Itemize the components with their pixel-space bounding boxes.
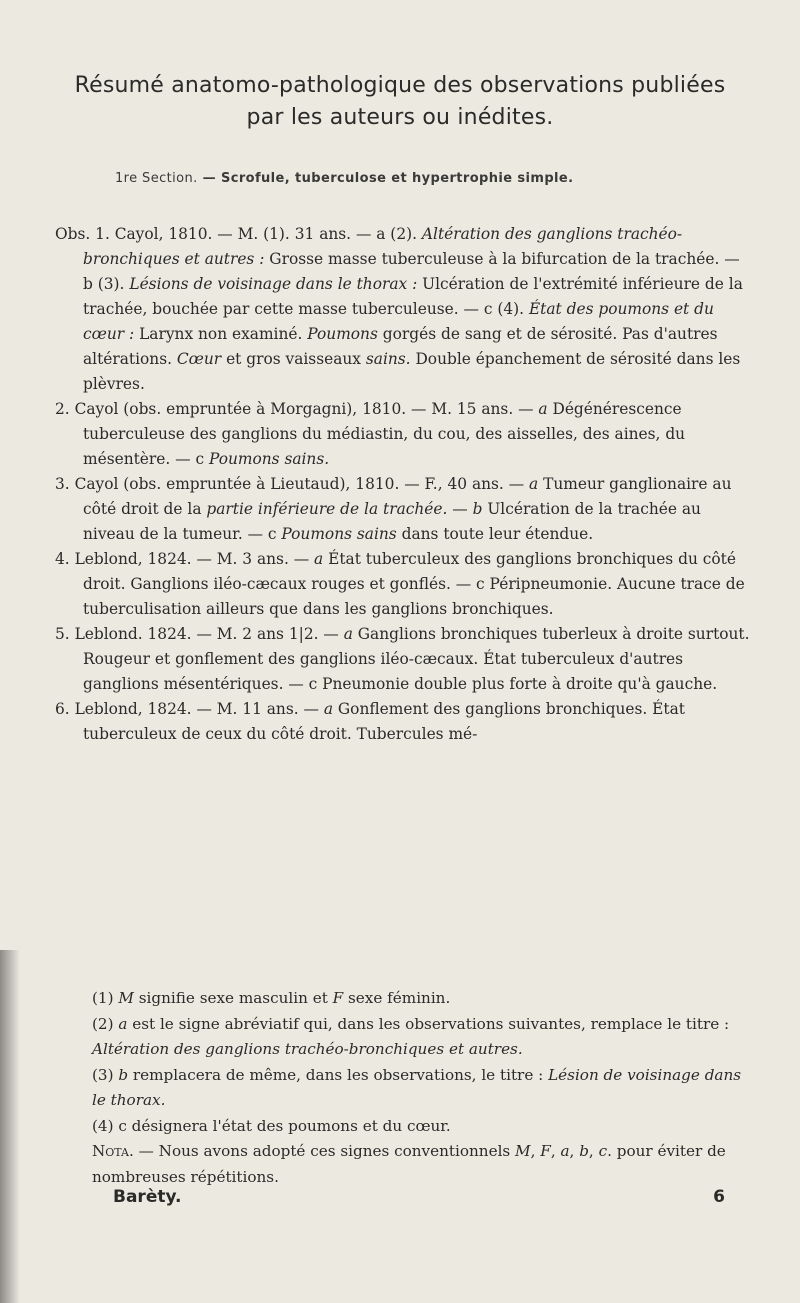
obs-1-sains: sains. (365, 350, 411, 368)
observation-4 (55, 547, 750, 622)
fn-1-m: M (118, 989, 134, 1007)
fn-1-marker: (1) (92, 989, 119, 1007)
fn-1-f: F (332, 989, 344, 1007)
obs-4-text: État tuberculeux des ganglions bronchiques du côté droit. Ganglions iléo-cæcaux rouges et gonflés. — c Péripneumonie. Aucune trace de tuberculisation ailleurs que dans les ganglions bronchiques. (83, 550, 745, 618)
footnotes (92, 986, 758, 1190)
title-line-1: Résumé anatomo-pathologique des observations publiées (74, 73, 726, 98)
observation-6 (55, 697, 750, 747)
nota-f: F (540, 1142, 551, 1160)
obs-1-b-text: Ulcération de l'extrémité inférieure de la trachée, bouchée par cette masse tuberculeuse. — c (4). (83, 275, 743, 318)
section-number: 1re Section. (115, 171, 198, 186)
nota-c: c (598, 1142, 608, 1160)
obs-3-head: 3. Cayol (obs. empruntée à Lieutaud), 1810. — F., 40 ans. — (55, 475, 530, 493)
obs-2-italic: Poumons sains. (208, 450, 330, 468)
obs-6-text: Gonflement des ganglions bronchiques. État tuberculeux de ceux du côté droit. Tubercules mé- (83, 700, 685, 743)
fn-2-text: est le signe abréviatif qui, dans les observations suivantes, remplace le titre : (127, 1014, 730, 1033)
nota-text: — Nous avons adopté ces signes conventionnels (133, 1142, 516, 1160)
nota-sep-2: , (550, 1142, 561, 1160)
observation-2 (55, 397, 750, 472)
obs-1-poumons: Poumons (307, 325, 378, 343)
obs-3-b: b (472, 500, 483, 518)
fn-1-text: signifie sexe masculin et (133, 989, 333, 1007)
obs-4-head: 4. Leblond, 1824. — M. 3 ans. — (55, 550, 315, 568)
obs-1-coeur: Cœur (176, 350, 222, 368)
obs-1-c-text-4: Double épanchement de sérosité dans les plèvres. (83, 350, 741, 393)
obs-3-text-3: Ulcération de la trachée au niveau de la tumeur. — c (83, 500, 701, 543)
fn-3-marker: (3) (92, 1065, 119, 1084)
nota-end: . pour éviter de nombreuses répétitions. (92, 1142, 726, 1186)
obs-3-text-2: — (447, 500, 473, 518)
obs-3-italic: partie inférieure de la trachée. (206, 500, 448, 518)
obs-3-italic-2: Poumons sains (281, 525, 397, 543)
nota-b: b (579, 1142, 589, 1160)
section-title: — Scrofule, tuberculose et hypertrophie simple. (197, 171, 574, 186)
fn-3-b: b (118, 1065, 129, 1084)
obs-4-a: a (314, 550, 324, 568)
nota (92, 1139, 758, 1190)
obs-1-c-text-2: gorgés de sang et de sérosité. Pas d'autres altérations. (83, 325, 718, 368)
footnote-1 (92, 986, 758, 1012)
fn-3-italic: Lésion de voisinage dans le thorax. (92, 1065, 742, 1109)
footnote-2 (92, 1012, 758, 1063)
fn-1-end: sexe féminin. (343, 989, 451, 1007)
footnote-3 (92, 1063, 758, 1114)
page-number: 6 (713, 1187, 725, 1207)
fn-2-marker: (2) (92, 1014, 119, 1033)
fn-3-text: remplacera de même, dans les observations, le titre : (128, 1065, 549, 1084)
obs-5-head: 5. Leblond. 1824. — M. 2 ans 1|2. — (55, 625, 344, 643)
nota-sep-3: , (569, 1142, 580, 1160)
nota-label: Nota. (92, 1142, 134, 1160)
obs-1-c-text: Larynx non examiné. (134, 325, 308, 343)
nota-sep-1: , (530, 1142, 541, 1160)
page-title (60, 70, 740, 134)
obs-6-head: 6. Leblond, 1824. — M. 11 ans. — (55, 700, 324, 718)
obs-1-c-text-3: et gros vaisseaux (221, 350, 366, 368)
obs-2-head: 2. Cayol (obs. empruntée à Morgagni), 1810. — M. 15 ans. — (55, 400, 539, 418)
obs-2-text: Dégénérescence tuberculeuse des ganglions du médiastin, du cou, des aisselles, des aines, du mésentère. — c (83, 400, 686, 468)
observation-5 (55, 622, 750, 697)
fn-2-a: a (118, 1014, 128, 1033)
obs-5-a: a (343, 625, 353, 643)
obs-1-b-title: Lésions de voisinage dans le thorax : (129, 275, 418, 293)
obs-1-c-title: État des poumons et du cœur : (83, 300, 714, 343)
obs-3-a: a (529, 475, 539, 493)
obs-3-text: Tumeur ganglionaire au côté droit de la (83, 475, 732, 518)
nota-m: M (515, 1142, 531, 1160)
obs-5-text: Ganglions bronchiques tuberleux à droite surtout. Rougeur et gonflement des ganglions iléo-cæcaux. État tuberculeux d'autres ganglions mésentériques. — c Pneumonie double plus forte à droite qu'à gauche. (83, 625, 750, 693)
obs-1-head: Obs. 1. Cayol, 1810. — M. (1). 31 ans. — a (2). (55, 225, 422, 243)
obs-6-a: a (323, 700, 333, 718)
obs-1-a-text: Grosse masse tuberculeuse à la bifurcation de la trachée. — b (3). (83, 250, 740, 293)
fn-2-italic: Altération des ganglions trachéo-bronchiques et autres. (92, 1040, 523, 1058)
title-line-2: par les auteurs ou inédites. (246, 105, 554, 130)
obs-2-a: a (538, 400, 548, 418)
page-edge-shadow (0, 950, 20, 1303)
signature: Barèty. (113, 1187, 182, 1207)
nota-a: a (560, 1142, 570, 1160)
observation-1 (55, 222, 750, 397)
footnote-4: (4) c désignera l'état des poumons et du cœur. (92, 1116, 451, 1135)
observation-3 (55, 472, 750, 547)
nota-sep-4: , (588, 1142, 599, 1160)
obs-1-a-title: Altération des ganglions trachéo-bronchiques et autres : (83, 225, 683, 268)
observations-list (55, 222, 750, 747)
obs-3-text-4: dans toute leur étendue. (396, 525, 594, 543)
section-heading (115, 171, 755, 186)
